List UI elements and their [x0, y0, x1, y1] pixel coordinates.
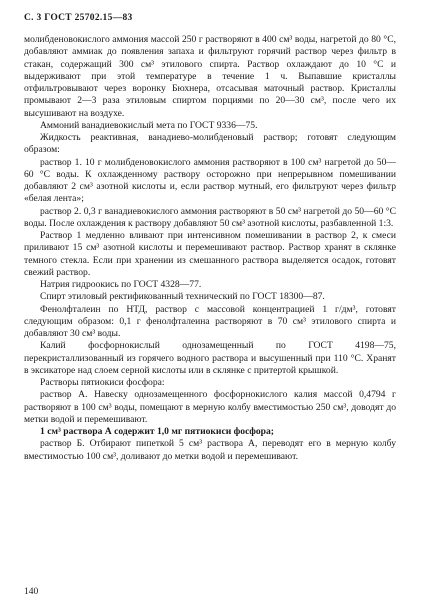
paragraph-solution-a-content: 1 см³ раствора А содержит 1,0 мг пятиокиси фосфора; — [40, 426, 274, 437]
paragraph-solution-b: раствор Б. Отбирают пипеткой 5 см³ раствора А, переводят его в мерную колбу вместимостью 100 см³, доливают до метки водой и перемешивают. — [24, 438, 396, 462]
paragraph-sodium-hydroxide: Натрия гидроокись по ГОСТ 4328—77. — [40, 279, 202, 290]
paragraph-ethyl-alcohol: Спирт этиловый ректификованный технический по ГОСТ 18300—87. — [40, 291, 325, 303]
paragraph-phosphorus-solutions: Растворы пятиокиси фосфора: — [40, 377, 165, 388]
paragraph-continuation: молибденовокислого аммония массой 250 г растворяют в 400 см³ воды, нагретой до 80 °C, добавляют аммиак до появления запаха и фильтруют горячий раствор через фильтр в стакан, содержащий 300 см³ этилового спирта. Раствор охлаждают до 10 °C и выдерживают при этой температуре в течение 1 ч. Выпавшие кристаллы отфильтровывают через воронку Бюхнера, отсасывая маточный раствор. Кристаллы промывают 2—3 раза этиловым спиртом порциями по 20—30 см³, после чего их высушивают на воздухе. — [24, 34, 396, 119]
paragraph-mixing: Раствор 1 медленно вливают при интенсивном помешивании в раствор 2, к смеси приливают 15 см³ азотной кислоты и перемешивают раствор. Раствор хранят в склянке темного стекла. Если при хранении из смешанного раствора выделяется осадок, готовят свежий раствор. — [24, 230, 396, 278]
page-number: 140 — [24, 587, 39, 597]
page-header: С. 3 ГОСТ 25702.15—83 — [24, 13, 133, 23]
paragraph-phenolphthalein: Фенолфталеин по НТД, раствор с массовой концентрацией 1 г/дм³, готовят следующим образом: 0,1 г фенолфталеина растворяют в 70 см³ этилового спирта и добавляют 30 см³ воды. — [24, 303, 396, 339]
paragraph-ammonium-vanadate: Аммоний ванадиевокислый мета по ГОСТ 9336—75. — [40, 119, 258, 131]
paragraph-solution-1: раствор 1. 10 г молибденовокислого аммония растворяют в 100 см³ нагретой до 50—60 °C воды. К охлажденному раствору осторожно при непрерывном помешивании добавляют 2 см³ азотной кислоты и, если раствор мутный, его фильтруют через фильтр «белая лента»; — [24, 156, 396, 205]
paragraph-solution-2: раствор 2. 0,3 г ванадиевокислого аммония растворяют в 50 см³ нагретой до 50—60 °C воды. После охлаждения к раствору добавляют 50 см³ азотной кислоты, разбавленной 1:3. — [24, 205, 396, 229]
document-body — [24, 34, 396, 463]
paragraph-reactive-liquid: Жидкость реактивная, ванадиево-молибденовый раствор; готовят следующим образом: — [24, 132, 396, 156]
paragraph-solution-a: раствор А. Навеску однозамещенного фосфорнокислого калия массой 0,4794 г растворяют в 100 см³ воды, помещают в мерную колбу вместимостью 250 см³, доводят до метки водой и перемешивают. — [24, 389, 396, 425]
paragraph-potassium-phosphate: Калий фосфорнокислый однозамещенный по ГОСТ 4198—75, перекристаллизованный из горячего водного раствора и высушенный при 110 °C. Хранят в эксикаторе над слоем серной кислоты или в склянке с притертой крышкой. — [24, 340, 396, 376]
